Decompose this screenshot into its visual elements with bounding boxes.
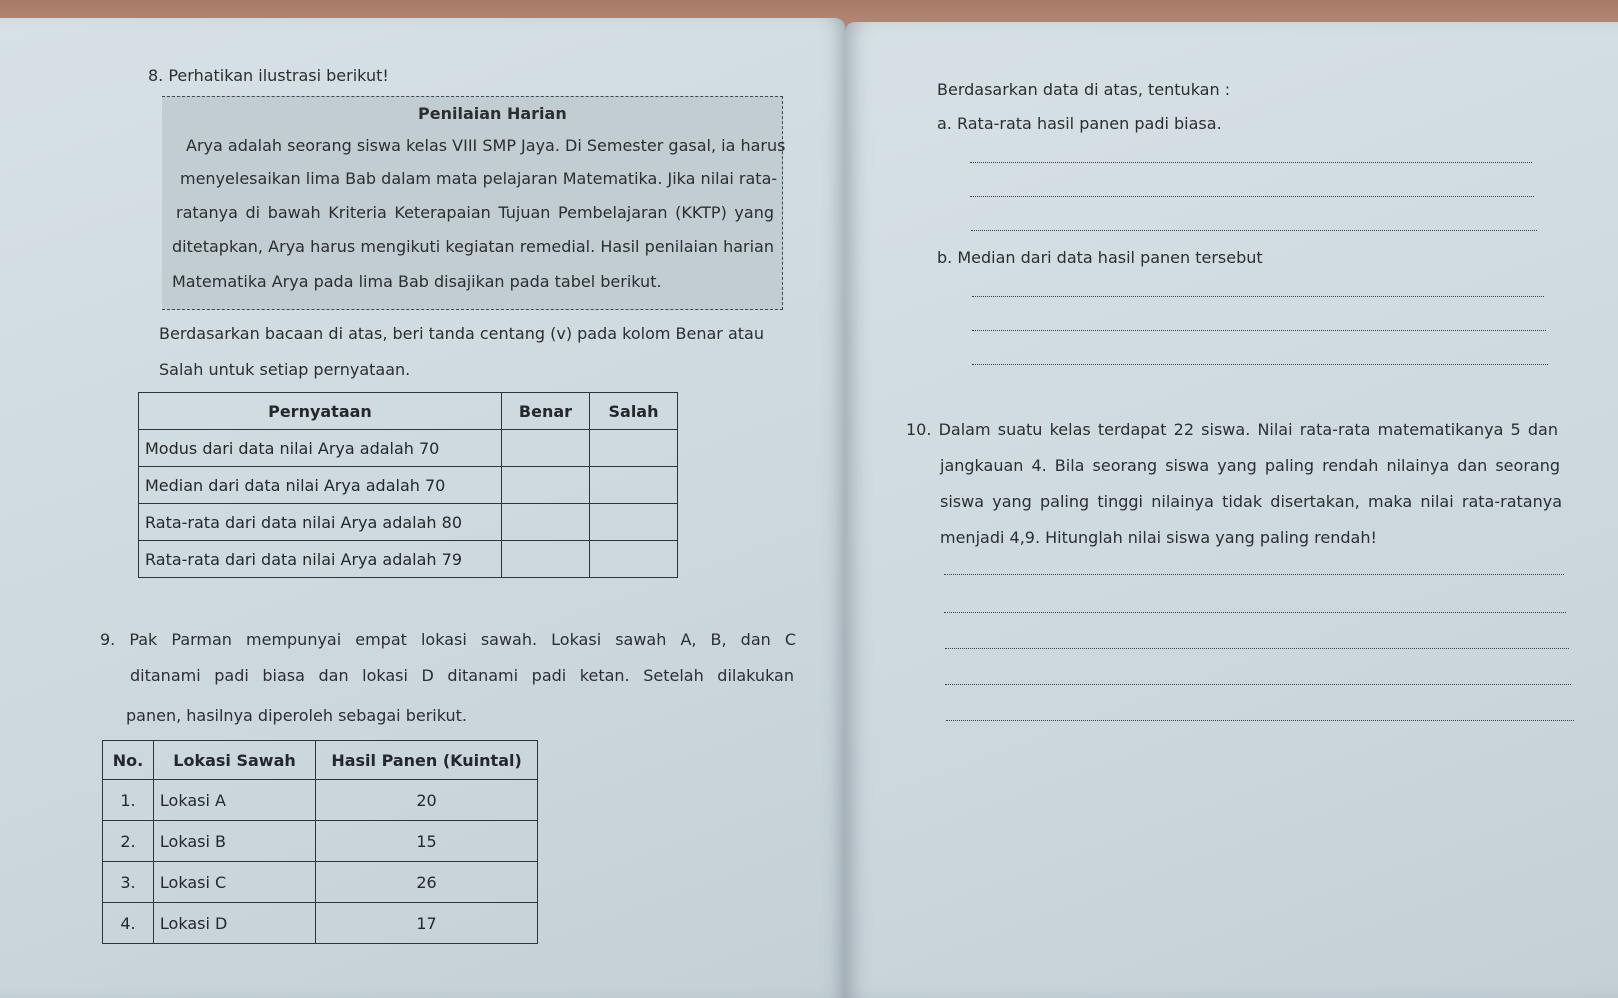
data-intro: Berdasarkan data di atas, tentukan :: [937, 80, 1231, 99]
answer-line[interactable]: [945, 648, 1569, 649]
row-hasil: 26: [316, 862, 538, 903]
benar-checkbox-cell[interactable]: [501, 430, 589, 467]
q9-line-3: panen, hasilnya diperoleh sebagai berikut.: [126, 706, 467, 725]
box-line-5: Matematika Arya pada lima Bab disajikan pada tabel berikut.: [172, 272, 662, 291]
salah-checkbox-cell[interactable]: [590, 467, 678, 504]
benar-checkbox-cell[interactable]: [501, 467, 589, 504]
row-no: 3.: [103, 862, 154, 903]
row-no: 2.: [103, 821, 154, 862]
row-lokasi: Lokasi D: [153, 903, 315, 944]
row-hasil: 17: [316, 903, 538, 944]
header-salah: Salah: [590, 393, 678, 430]
table-row: [103, 821, 538, 862]
table-row: [139, 467, 678, 504]
answer-line[interactable]: [972, 330, 1546, 331]
q10-line-2: jangkauan 4. Bila seorang siswa yang paling rendah nilainya dan seorang: [940, 456, 1560, 475]
row-lokasi: Lokasi C: [153, 862, 315, 903]
header-pernyataan: Pernyataan: [139, 393, 502, 430]
salah-checkbox-cell[interactable]: [590, 541, 678, 578]
harvest-table: [102, 740, 538, 944]
table-row: [103, 780, 538, 821]
row-lokasi: Lokasi A: [153, 780, 315, 821]
row-hasil: 15: [316, 821, 538, 862]
q8-title: 8. Perhatikan ilustrasi berikut!: [148, 66, 389, 85]
row-no: 4.: [103, 903, 154, 944]
answer-line[interactable]: [944, 574, 1564, 575]
row-no: 1.: [103, 780, 154, 821]
box-line-3: ratanya di bawah Kriteria Keterapaian Tujuan Pembelajaran (KKTP) yang: [176, 203, 774, 222]
salah-checkbox-cell[interactable]: [590, 504, 678, 541]
table-row: [139, 504, 678, 541]
table-row: [139, 541, 678, 578]
question-a: a. Rata-rata hasil panen padi biasa.: [937, 114, 1222, 133]
header-lokasi: Lokasi Sawah: [153, 741, 315, 780]
header-hasil: Hasil Panen (Kuintal): [316, 741, 538, 780]
answer-line[interactable]: [970, 196, 1534, 197]
header-benar: Benar: [501, 393, 589, 430]
statement-cell: Modus dari data nilai Arya adalah 70: [139, 430, 502, 467]
table-row: [103, 903, 538, 944]
q10-line-1: 10. Dalam suatu kelas terdapat 22 siswa. Nilai rata-rata matematikanya 5 dan: [906, 420, 1558, 439]
question-b: b. Median dari data hasil panen tersebut: [937, 248, 1263, 267]
answer-line[interactable]: [971, 230, 1537, 231]
answer-line[interactable]: [970, 162, 1532, 163]
answer-line[interactable]: [972, 364, 1548, 365]
q8-instruction-1: Berdasarkan bacaan di atas, beri tanda centang (v) pada kolom Benar atau: [159, 324, 764, 343]
statement-table: [138, 392, 678, 578]
box-line-4: ditetapkan, Arya harus mengikuti kegiatan remedial. Hasil penilaian harian: [172, 237, 774, 256]
benar-checkbox-cell[interactable]: [501, 504, 589, 541]
q9-line-2: ditanami padi biasa dan lokasi D ditanami padi ketan. Setelah dilakukan: [130, 666, 794, 685]
answer-line[interactable]: [946, 720, 1574, 721]
box-line-2: menyelesaikan lima Bab dalam mata pelajaran Matematika. Jika nilai rata-: [180, 169, 778, 188]
benar-checkbox-cell[interactable]: [501, 541, 589, 578]
answer-line[interactable]: [972, 296, 1544, 297]
statement-cell: Rata-rata dari data nilai Arya adalah 80: [139, 504, 502, 541]
table-row: [103, 862, 538, 903]
q8-instruction-2: Salah untuk setiap pernyataan.: [159, 360, 411, 379]
row-lokasi: Lokasi B: [153, 821, 315, 862]
statement-table-header: [139, 393, 678, 430]
salah-checkbox-cell[interactable]: [590, 430, 678, 467]
answer-line[interactable]: [945, 684, 1571, 685]
statement-cell: Rata-rata dari data nilai Arya adalah 79: [139, 541, 502, 578]
q10-line-3: siswa yang paling tinggi nilainya tidak disertakan, maka nilai rata-ratanya: [940, 492, 1562, 511]
header-no: No.: [103, 741, 154, 780]
statement-cell: Median dari data nilai Arya adalah 70: [139, 467, 502, 504]
harvest-table-header: [103, 741, 538, 780]
row-hasil: 20: [316, 780, 538, 821]
box-title: Penilaian Harian: [418, 104, 567, 123]
box-line-1: Arya adalah seorang siswa kelas VIII SMP Jaya. Di Semester gasal, ia harus: [186, 136, 786, 155]
answer-line[interactable]: [944, 612, 1566, 613]
table-row: [139, 430, 678, 467]
q9-line-1: 9. Pak Parman mempunyai empat lokasi sawah. Lokasi sawah A, B, dan C: [100, 630, 796, 649]
q10-line-4: menjadi 4,9. Hitunglah nilai siswa yang paling rendah!: [940, 528, 1377, 547]
